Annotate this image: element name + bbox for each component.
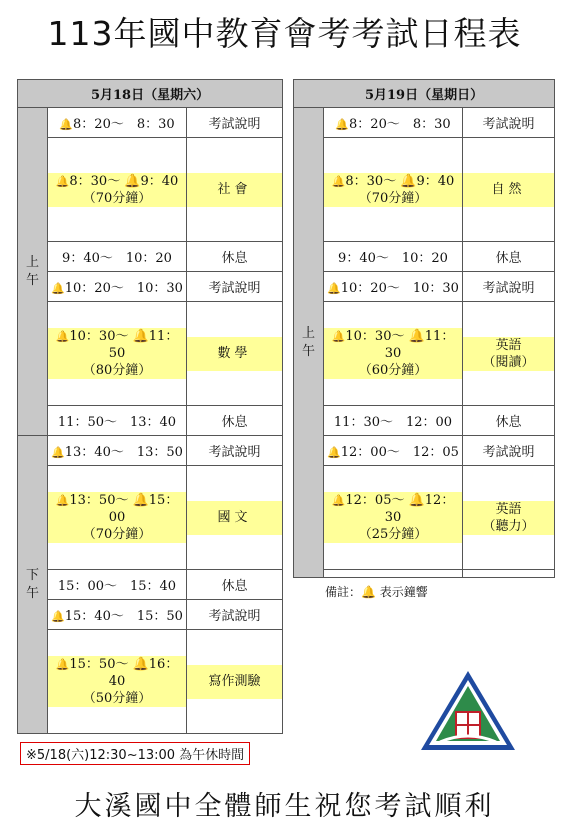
subject-cell: 休息: [187, 406, 283, 436]
subject-cell: 社會: [187, 138, 283, 242]
subject-cell: 考試說明: [187, 272, 283, 302]
subject-cell: 考試說明: [463, 436, 555, 466]
subject-cell: 考試說明: [187, 600, 283, 630]
subject-cell: 國文: [187, 466, 283, 570]
subject-cell: 寫作測驗: [187, 630, 283, 734]
period-morning: 上 午: [18, 108, 48, 436]
time-cell: 🔔10：20～ 10：30: [48, 272, 187, 302]
subject-cell: 休息: [463, 406, 555, 436]
time-cell: 🔔15：50～ 🔔16：40 （50分鐘）: [48, 630, 187, 734]
subject-cell: 英語 （聽力）: [463, 466, 555, 570]
subject-cell: 數學: [187, 302, 283, 406]
spacer-cell: [463, 570, 555, 578]
lunch-break-note: ※5/18(六)12:30~13:00 為午休時間: [20, 742, 250, 765]
time-cell: 🔔15：40～ 15：50: [48, 600, 187, 630]
time-cell: 🔔8：20～ 8：30: [324, 108, 463, 138]
subject-cell: 自然: [463, 138, 555, 242]
time-cell: 🔔13：50～ 🔔15：00 （70分鐘）: [48, 466, 187, 570]
schedule-table-day2: [293, 79, 555, 578]
time-cell: 🔔8：30～ 🔔9：40 （70分鐘）: [324, 138, 463, 242]
footer-message: 大溪國中全體師生祝您考試順利: [74, 791, 495, 822]
time-cell: 🔔8：30～ 🔔9：40 （70分鐘）: [48, 138, 187, 242]
time-cell: 🔔12：00～ 12：05: [324, 436, 463, 466]
day-header: 5月19日（星期日）: [294, 80, 555, 108]
day-header: 5月18日（星期六）: [18, 80, 283, 108]
time-cell: 🔔10：30～ 🔔11：30 （60分鐘）: [324, 302, 463, 406]
schedule-table-day1: [17, 79, 283, 734]
time-cell: 11：30～ 12：00: [324, 406, 463, 436]
time-cell: 15：00～ 15：40: [48, 570, 187, 600]
bell-legend-note: 備註：🔔 表示鐘響: [325, 585, 428, 599]
time-cell: 9：40～ 10：20: [324, 242, 463, 272]
subject-cell: 休息: [187, 242, 283, 272]
page-title: 113年國中教育會考考試日程表: [47, 14, 522, 53]
time-cell: 🔔10：30～ 🔔11：50 （80分鐘）: [48, 302, 187, 406]
time-cell: 🔔12：05～ 🔔12：30 （25分鐘）: [324, 466, 463, 570]
time-cell: 🔔10：20～ 10：30: [324, 272, 463, 302]
time-cell: 9：40～ 10：20: [48, 242, 187, 272]
time-cell: 🔔13：40～ 13：50: [48, 436, 187, 466]
subject-cell: 英語 （閱讀）: [463, 302, 555, 406]
subject-cell: 休息: [463, 242, 555, 272]
subject-cell: 考試說明: [463, 108, 555, 138]
school-logo: [418, 668, 518, 758]
subject-cell: 休息: [187, 570, 283, 600]
time-cell: 🔔8：20～ 8：30: [48, 108, 187, 138]
time-cell: 11：50～ 13：40: [48, 406, 187, 436]
period-morning: 上 午: [294, 108, 324, 578]
subject-cell: 考試說明: [187, 108, 283, 138]
period-afternoon: 下 午: [18, 436, 48, 734]
subject-cell: 考試說明: [463, 272, 555, 302]
spacer-cell: [324, 570, 463, 578]
subject-cell: 考試說明: [187, 436, 283, 466]
